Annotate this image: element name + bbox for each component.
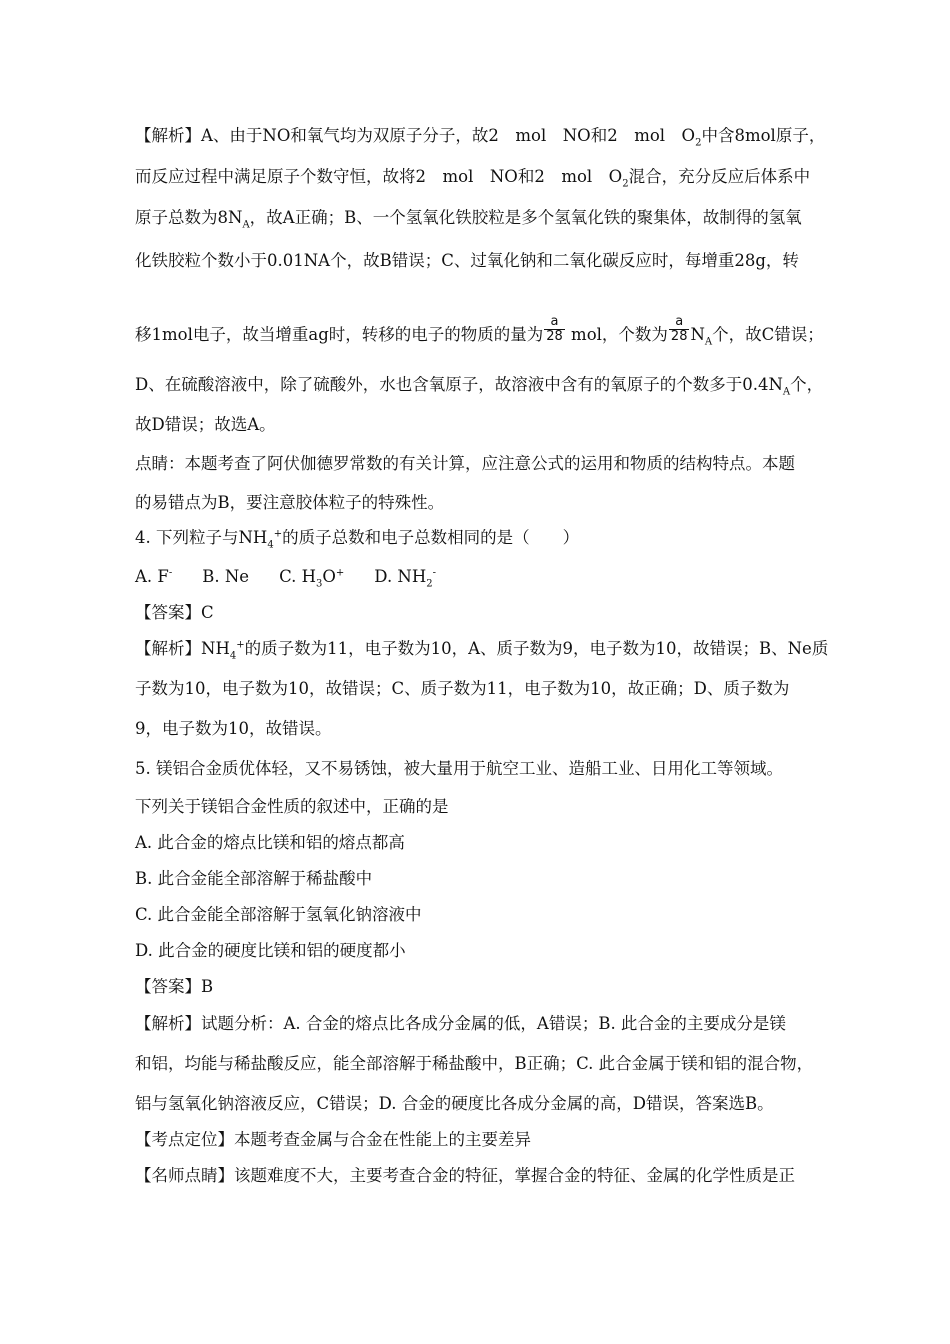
q3-tip-line-2: 的易错点为B，要注意胶体粒子的特殊性。 <box>135 493 445 512</box>
q5-stem-line-1: 5. 镁铝合金质优体轻，又不易锈蚀，被大量用于航空工业、造船工业、日用化工等领域。 <box>135 759 783 778</box>
fraction-a-over-28: $\frac{a}{28}$ <box>546 314 563 344</box>
q4-stem: 4. 下列粒子与$NH_4^+$的质子总数和电子总数相同的是（ ） <box>135 528 580 551</box>
q3-explanation-line-6: D、在硫酸溶液中，除了硫酸外，水也含氧原子，故溶液中含有的氧原子的个数多于$0.4N_A$个， <box>135 375 824 398</box>
q3-explanation-line-7: 故D错误；故选A。 <box>135 415 276 434</box>
q4-option-b: B. Ne <box>202 567 250 586</box>
q4-option-a: A. F- <box>135 567 173 586</box>
fraction-a-over-28-second: $\frac{a}{28}$ <box>670 314 688 344</box>
q5-teacher-comment: 【名师点睛】该题难度不大，主要考查合金的特征，掌握合金的特征、金属的化学性质是正 <box>135 1166 795 1185</box>
q5-stem-line-2: 下列关于镁铝合金性质的叙述中，正确的是 <box>135 797 449 816</box>
q4-explanation-line-1: 【解析】$NH_4^+$的质子数为11，电子数为10，A、质子数为9，电子数为10，故错误；B、Ne质 <box>135 639 829 662</box>
q3-explanation-line-3: 原子总数为$8N_A$，故A正确；B、一个氢氧化铁胶粒是多个氢氧化铁的聚集体，故制得的氢氧 <box>135 208 802 231</box>
q5-option-d: D. 此合金的硬度比镁和铝的硬度都小 <box>135 941 406 960</box>
q5-explanation-line-3: 铝与氢氧化钠溶液反应，C错误；D. 合金的硬度比各成分金属的高，D错误，答案选B。 <box>135 1094 774 1113</box>
q3-tip-line-1: 点睛：本题考查了阿伏伽德罗常数的有关计算，应注意公式的运用和物质的结构特点。本题 <box>135 454 795 473</box>
q5-explanation-line-1: 【解析】试题分析：A. 合金的熔点比各成分金属的低，A错误；B. 此合金的主要成分是镁 <box>135 1014 786 1033</box>
q4-option-d: D. $NH_2^-$ <box>374 567 437 590</box>
q4-answer: 【答案】C <box>135 603 214 622</box>
q5-test-point: 【考点定位】本题考查金属与合金在性能上的主要差异 <box>135 1130 531 1149</box>
q3-explanation-line-5: 移1mol电子，故当增重ag时，转移的电子的物质的量为 $\frac{a}{28}$ mol，个数为 $\frac{a}{28}$ $N_A$个，故C错误； <box>135 314 824 348</box>
q4-options <box>135 566 436 588</box>
q4-explanation-line-2: 子数为10，电子数为10，故错误；C、质子数为11，电子数为10，故正确；D、质子数为 <box>135 679 790 698</box>
q5-option-a: A. 此合金的熔点比镁和铝的熔点都高 <box>135 833 405 852</box>
q5-option-c: C. 此合金能全部溶解于氢氧化钠溶液中 <box>135 905 422 924</box>
q4-explanation-line-3: 9，电子数为10，故错误。 <box>135 719 332 738</box>
q5-explanation-line-2: 和铝，均能与稀盐酸反应，能全部溶解于稀盐酸中，B正确；C. 此合金属于镁和铝的混合物， <box>135 1054 814 1073</box>
q5-answer: 【答案】B <box>135 977 214 996</box>
q4-option-c: C. $H_3O^+$ <box>279 567 345 590</box>
q3-explanation-line-1: 【解析】A、由于NO和氧气均为双原子分子，故2 mol NO和2 mol $O_2$中含8mol原子， <box>135 126 826 149</box>
q3-explanation-line-2: 而反应过程中满足原子个数守恒，故将2 mol NO和2 mol $O_2$混合，充分反应后体系中 <box>135 167 811 190</box>
q5-option-b: B. 此合金能全部溶解于稀盐酸中 <box>135 869 373 888</box>
q3-explanation-line-4: 化铁胶粒个数小于0.01NA个，故B错误；C、过氧化钠和二氧化碳反应时，每增重28g，转 <box>135 251 799 270</box>
